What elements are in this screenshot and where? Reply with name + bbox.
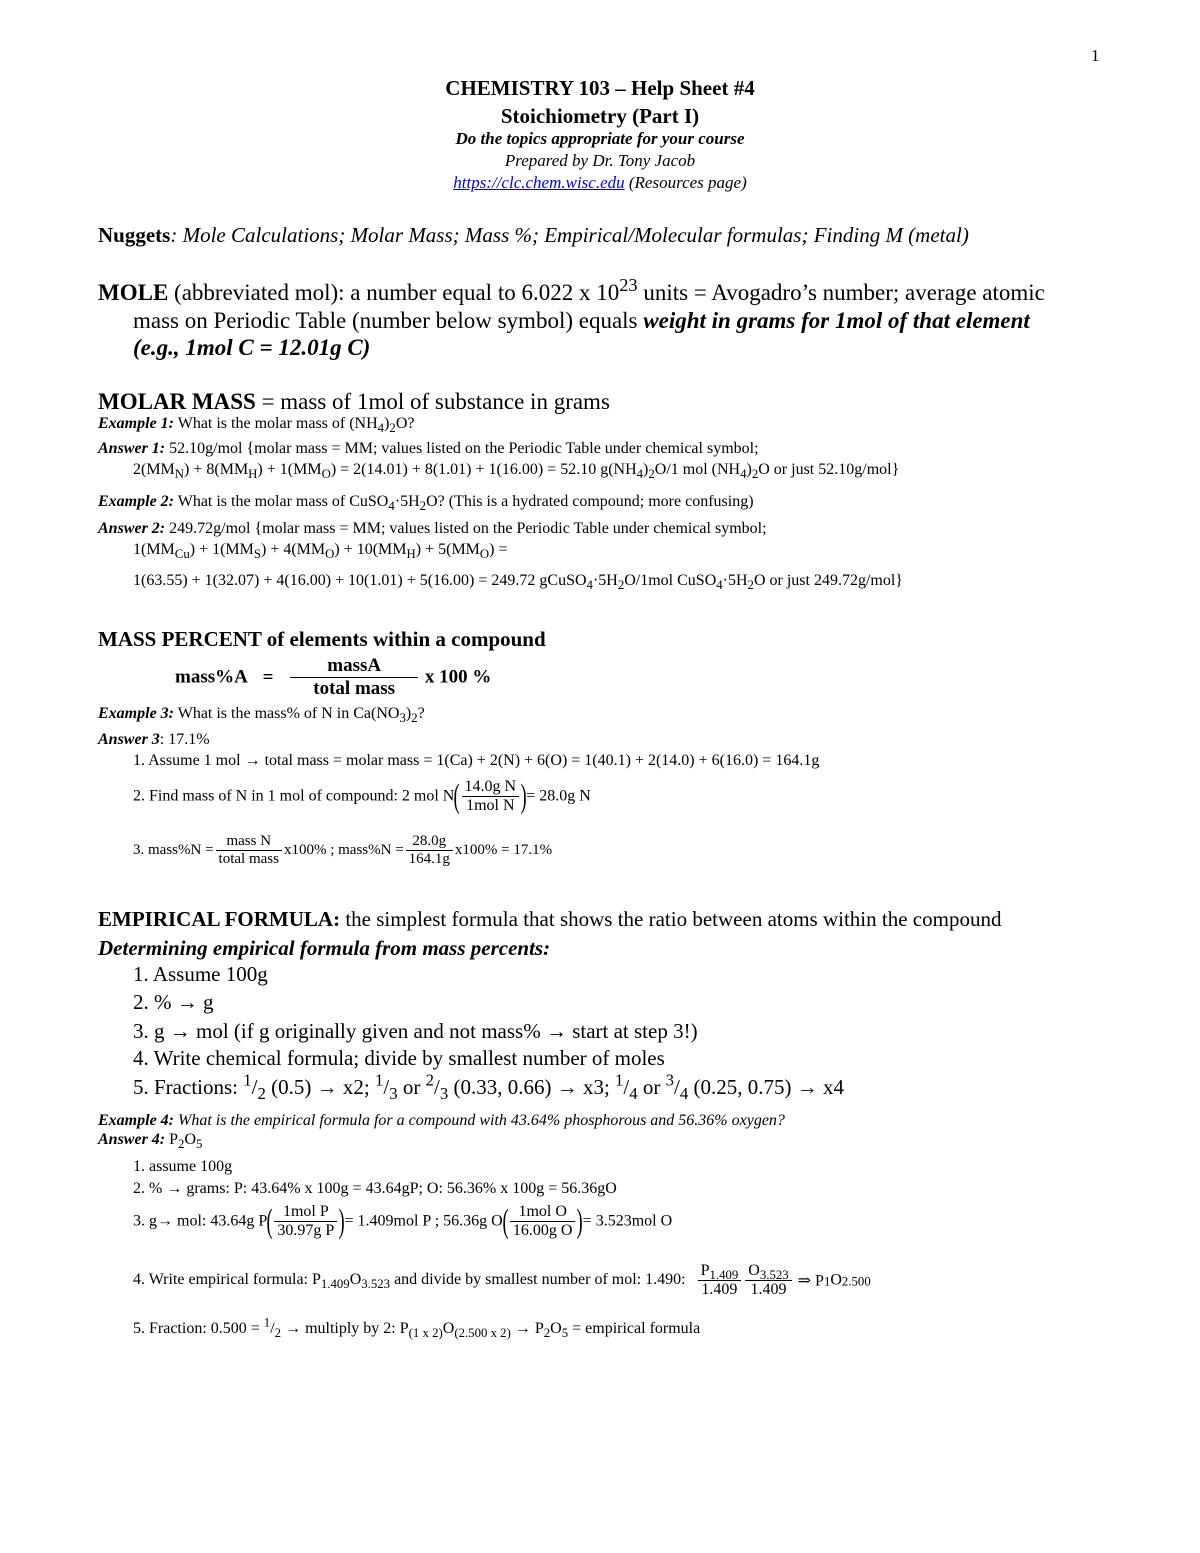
calc2-d: O or just 249.72g/mol} <box>753 572 903 589</box>
step3-fraction-2 <box>406 833 453 868</box>
calc-a: 2(MM <box>133 461 175 478</box>
step3-post: x100% = 17.1% <box>454 842 553 858</box>
formula-rhs: x 100 % <box>424 666 492 688</box>
s4-den-o: 1.409 <box>750 1281 787 1298</box>
answer-4-text: P <box>169 1131 179 1148</box>
resources-link[interactable]: https://clc.chem.wisc.edu <box>453 173 625 192</box>
example-2-label: Example 2: <box>98 493 174 510</box>
step2-post: = 28.0g N <box>526 787 591 805</box>
step5-a: 5. Fractions: <box>133 1075 244 1099</box>
answer-3 <box>98 731 210 749</box>
answer-3-step-2 <box>133 778 591 815</box>
s4-result: ⇒ P <box>797 1272 824 1290</box>
example-3: Example 3: What is the mass% of N in $Ca(NO_3)_2$? <box>98 705 425 725</box>
calc2-c: O/1mol CuSO <box>624 572 717 589</box>
doc-instruction: Do the topics appropriate for your course <box>455 129 745 148</box>
mole-text-c: mass on Periodic Table (number below symbol) equals <box>133 308 644 333</box>
answer-4-step-5: 5. Fraction: $0.500 = ^1/_2$ → multiply by 2: $P_{(1 x 2)}O_{(2.500 x 2)} \to P_2O_5$ = empirical formula <box>133 1315 701 1340</box>
formula-fraction <box>290 655 418 700</box>
calc-e: O/1 mol (NH <box>654 461 741 478</box>
formula-denominator: total mass <box>313 678 396 699</box>
mole-line-1 <box>98 274 1045 306</box>
step2-den: 1mol N <box>466 797 515 814</box>
answer-4-step-3 <box>133 1203 672 1240</box>
formula-lhs: mass%A <box>175 666 248 688</box>
s4-pre: 4. Write empirical formula: P <box>133 1271 321 1289</box>
step3-den2: 164.1g <box>408 851 450 867</box>
answer-2 <box>98 520 767 538</box>
right-paren: ) <box>338 1202 345 1240</box>
s4-fraction-o: $\frac{O_{3.523}}{1.409}$ <box>745 1262 791 1299</box>
molar-mass-line <box>98 389 610 415</box>
example-3-label: Example 3: <box>98 705 174 722</box>
answer-4-step-2: 2. % → grams: P: 43.64% x 100g = 43.64gP; O: 56.36% x 100g = 56.36gO <box>133 1180 617 1197</box>
molar-mass-def: = mass of 1mol of substance in grams <box>255 389 610 414</box>
example-2-text-a: What is the molar mass of CuSO <box>174 493 389 510</box>
example-4-label: Example 4: <box>98 1112 174 1129</box>
right-paren: ) <box>577 1202 584 1240</box>
mole-emphasis: weight in grams for 1mol of that element <box>643 308 1030 333</box>
example-1-text: What is the molar mass of (NH <box>174 415 378 432</box>
empirical-step-1: 1. Assume 100g <box>133 962 268 986</box>
step5-e: or <box>637 1075 666 1099</box>
s3-pre: 3. g→ mol: 43.64g P <box>133 1212 268 1230</box>
step5-f: (0.25, 0.75) → x4 <box>688 1075 845 1099</box>
example-1-label: Example 1: <box>98 415 174 432</box>
example-2-text-b: O? (This is a hydrated compound; more confusing) <box>426 493 754 510</box>
calc-f: O or just 52.10g/mol} <box>758 461 900 478</box>
s3-fraction-2 <box>510 1203 576 1240</box>
answer-4: Answer 4: $P_2O_5$ <box>98 1131 203 1151</box>
mole-text-b: units = Avogadro’s number; average atomic <box>637 280 1045 305</box>
answer-1-label: Answer 1: <box>98 440 166 457</box>
step2-fraction <box>462 778 520 815</box>
answer-4-label: Answer 4: <box>98 1131 166 1148</box>
doc-subtitle: Stoichiometry (Part I) <box>500 104 700 128</box>
answer-2-label: Answer 2: <box>98 520 166 537</box>
step2-num: 14.0g N <box>462 778 520 797</box>
example-1: Example 1: What is the molar mass of $(NH_4)_2O$? <box>98 415 415 435</box>
nuggets-line <box>98 223 969 248</box>
answer-1 <box>98 440 759 458</box>
step5-b: (0.5) → x2; <box>265 1075 375 1099</box>
answer-3-step-1: 1. Assume 1 mol → total mass = molar mass = 1(Ca) + 2(N) + 6(O) = 1(40.1) + 2(14.0) + 6(16.0) = 164.1g <box>133 752 820 769</box>
empirical-subheading: Determining empirical formula from mass percents: <box>98 936 551 960</box>
link-suffix: (Resources page) <box>624 173 747 192</box>
s3-fraction-1 <box>274 1203 337 1240</box>
mole-line-3: (e.g., 1mol C = 12.01g C) <box>133 335 371 360</box>
example-4-text: What is the empirical formula for a compound with 43.64% phosphorous and 56.36% oxygen? <box>174 1112 785 1129</box>
page-number: 1 <box>1091 46 1100 65</box>
mole-label: MOLE <box>98 280 169 305</box>
step5-d: (0.33, 0.66) → x3; <box>448 1075 616 1099</box>
example-4 <box>98 1112 785 1130</box>
doc-link-line <box>0 173 1200 193</box>
formula-eq: = <box>262 666 274 688</box>
mole-text-a: (abbreviated mol): a number equal to 6.022 x 10 <box>168 280 620 305</box>
doc-author: Prepared by Dr. Tony Jacob <box>504 151 696 170</box>
answer-3-step-3 <box>133 833 552 868</box>
step3-num2: 28.0g <box>406 833 453 851</box>
answer-3-text: : 17.1% <box>159 731 210 748</box>
empirical-line <box>98 907 1001 932</box>
empirical-def: the simplest formula that shows the ratio between atoms within the compound <box>340 907 1002 931</box>
calc-b: ) + 8(MM <box>184 461 249 478</box>
s5-pre: 5. Fraction: 0.500 = <box>133 1320 264 1337</box>
molar-mass-label: MOLAR MASS <box>98 389 256 414</box>
mass-percent-heading: MASS PERCENT of elements within a compound <box>98 627 546 651</box>
calc2-a: 1(MM <box>133 541 175 558</box>
left-paren: ( <box>502 1202 509 1240</box>
nuggets-text: : Mole Calculations; Molar Mass; Mass %; Empirical/Molecular formulas; Finding M (metal) <box>170 223 969 247</box>
answer-2-calc-2: 1(63.55) + 1(32.07) + 4(16.00) + 10(1.01) + 5(16.00) = 249.72 $gCuSO_4\cdot 5H_2O/1mol$ $CuSO_4\cdot 5H_2O$ or just 249.72g/mol} <box>133 572 903 592</box>
calc-c: ) + 1(MM <box>257 461 322 478</box>
mass-percent-formula <box>175 655 491 700</box>
empirical-label: EMPIRICAL FORMULA: <box>98 907 341 931</box>
empirical-step-3: 3. g → mol (if g originally given and not mass% → start at step 3!) <box>133 1019 698 1043</box>
example-3-text: What is the mass% of N in Ca(NO <box>174 705 400 722</box>
answer-1-text: 52.10g/mol {molar mass = MM; values listed on the Periodic Table under chemical symbol; <box>165 440 759 457</box>
s4-fraction-p: $\frac{P_{1.409}}{1.409}$ <box>698 1262 742 1299</box>
s4-mid: and divide by smallest number of mol: 1.490: <box>390 1271 686 1289</box>
answer-1-calc: $2(MM_N) + 8(MM_H) + 1(MM_O) = 2(14.01) + 8(1.01) + 1(16.00) = 52.10$ $g(NH_4)_2O/1$ mol $(NH_4)_2O$ or just 52.10g/mol} <box>133 461 900 481</box>
answer-3-label: Answer 3 <box>98 731 160 748</box>
calc-d: ) = 2(14.01) + 8(1.01) + 1(16.00) = 52.10 g(NH <box>330 461 637 478</box>
answer-2-calc-1: $1(MM_{Cu}) + 1(MM_S) + 4(MM_O) + 10(MM_H) + 5(MM_O)$ = <box>133 541 508 561</box>
step3-den1: total mass <box>218 851 279 867</box>
nuggets-label: Nuggets <box>98 223 171 247</box>
empirical-step-5: 5. Fractions: $^1/_2$ (0.5) → x2; $^1/_3$ or $^2/_3$ (0.33, 0.66) → x3; $^1/_4$ or $^3/_4$ (0.25, 0.75) → x4 <box>133 1070 845 1104</box>
doc-title: CHEMISTRY 103 – Help Sheet #4 <box>445 76 755 100</box>
step3-mid: x100% ; mass%N = <box>283 842 404 858</box>
step3-num1: mass N <box>216 833 282 851</box>
left-paren: ( <box>266 1202 273 1240</box>
s3-post: = 3.523mol O <box>582 1212 673 1230</box>
formula-numerator: massA <box>290 655 418 678</box>
s5-mid: → multiply by 2: P <box>281 1320 409 1337</box>
s4-den-p: 1.409 <box>701 1281 738 1298</box>
mole-line-2 <box>133 308 1030 334</box>
step3-pre: 3. mass%N = <box>133 842 214 858</box>
empirical-step-4: 4. Write chemical formula; divide by smallest number of moles <box>133 1046 665 1070</box>
example-2: Example 2: What is the molar mass of $CuSO_4\cdot 5H_2O$? (This is a hydrated compound; more confusing) <box>98 493 754 513</box>
s3-num1: 1mol P <box>274 1203 337 1222</box>
left-paren: ( <box>453 777 460 815</box>
s3-den1: 30.97g P <box>277 1222 335 1239</box>
answer-4-step-1: 1. assume 100g <box>133 1158 233 1175</box>
s3-den2: 16.00g O <box>512 1222 573 1239</box>
right-paren: ) <box>520 777 527 815</box>
s5-post: = empirical formula <box>568 1320 701 1337</box>
s3-num2: 1mol O <box>510 1203 576 1222</box>
answer-4-step-4: 4. Write empirical formula: $P_{1.409}O_{3.523}$ and divide by smallest number of mol: 1.490: $\frac{P_{1.409}}{1.409}$ $\frac{O_{3.523}}{1.409}$ ⇒ $P_1O_{2.500}$ <box>133 1262 871 1298</box>
step5-c: or <box>397 1075 426 1099</box>
empirical-step-2: 2. % → g <box>133 990 214 1014</box>
step3-fraction-1 <box>216 833 282 868</box>
calc2-b: 1(63.55) + 1(32.07) + 4(16.00) + 10(1.01) + 5(16.00) = 249.72 gCuSO <box>133 572 587 589</box>
mole-exponent: 23 <box>619 274 638 295</box>
step2-pre: 2. Find mass of N in 1 mol of compound: 2 mol N <box>133 787 455 805</box>
s3-mid: = 1.409mol P ; 56.36g O <box>344 1212 503 1230</box>
answer-2-text: 249.72g/mol {molar mass = MM; values listed on the Periodic Table under chemical symbol; <box>165 520 767 537</box>
